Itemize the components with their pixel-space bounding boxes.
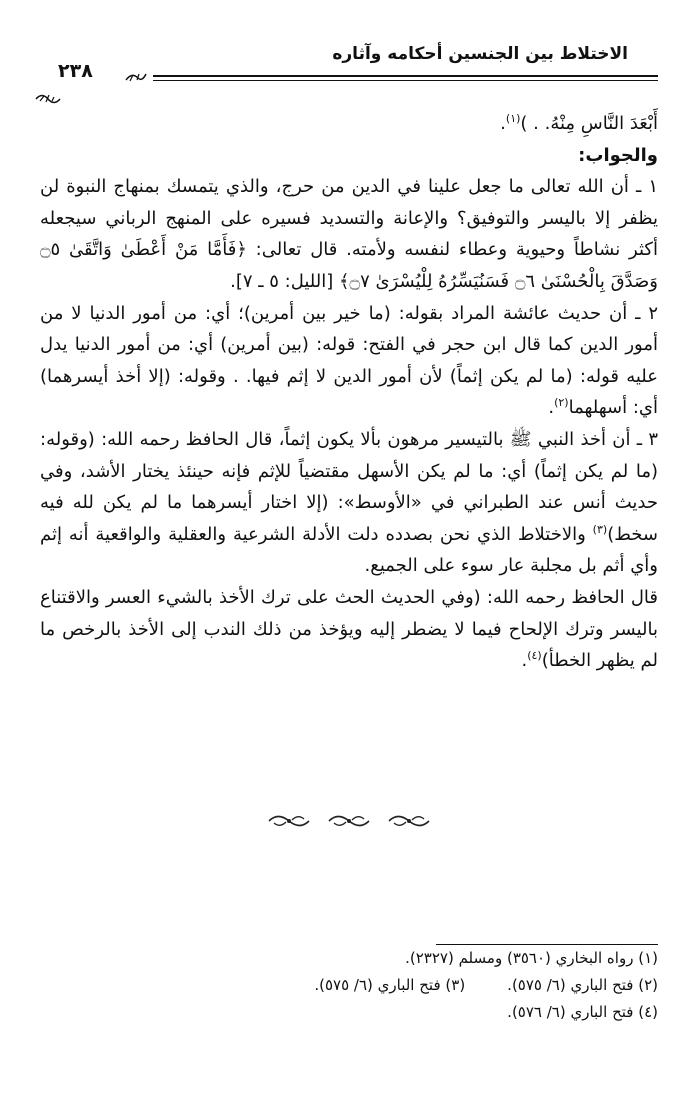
footnote-ref-3: (٣) [592, 522, 608, 536]
point-2-text: ٢ ـ أن حديث عائشة المراد بقوله: (ما خير بين أمرين)؛ أي: من أمور الدنيا لا من أمور الدين كما قال ابن حجر في الفتح: قوله: (بين أمرين) أي: من أمور الدنيا يدل عليه قوله: (ما لم يكن إثماً) لأن أمور الدين لا إثم فيها. . وقوله: (إلا أخذ أيسرهما) أي: أسهلهما [40, 302, 658, 419]
floral-ornament-icon [124, 70, 148, 84]
footnote-2: (٢) فتح الباري (٦/ ٥٧٥). [507, 976, 658, 994]
hafiz-quote-text: قال الحافظ رحمه الله: (وفي الحديث الحث على ترك الأخذ بالشيء العسر والاقتناع باليسر وترك الإلحاح فيما لا يضطر إليه ويؤخذ من ذلك الندب إلى الأخذ بالرخص ما لم يظهر الخطأ) [40, 586, 658, 672]
floral-ornament-icon [34, 92, 62, 106]
footnote-ref-1: (١) [505, 112, 521, 125]
punctuation: . [500, 113, 506, 134]
point-3-text-a: ٣ ـ أن أخذ النبي ﷺ بالتيسير مرهون بألا يكون إثماً، قال الحافظ رحمه الله: (وقوله: (ما لم يكن إثماً) أي: ما لم يكن الأسهل مقتضياً للإثم فإنه حينئذ يختار الأشد، وفي حديث أنس عند الطبراني في «الأوسط»: (إلا اختار أيسرهما ما لم يكن لله فيه سخط) [40, 428, 658, 545]
page-number: ٢٣٨ [58, 60, 93, 82]
answer-heading: والجواب: [578, 144, 658, 166]
footnote-3: (٣) فتح الباري (٦/ ٥٧٥). [314, 976, 466, 994]
paragraph-point-1: ١ ـ أن الله تعالى ما جعل علينا في الدين من حرج، والذي يتمسك بمنهاج النبوة لن يظفر إلا باليسر والتوفيق؟ والإعانة والتسديد فسيره على المنهج الرباني سيجعله أكثر نشاطاً وحيوية وعطاء لنفسه ولأمته. قال تعالى: ﴿فَأَمَّا مَنْ أَعْطَىٰ وَاتَّقَىٰ ۝٥ وَصَدَّقَ بِالْحُسْنَىٰ ۝٦ فَسَنُيَسِّرُهُ لِلْيُسْرَىٰ ۝٧﴾ [الليل: ٥ ـ ٧]. [40, 176, 658, 292]
paragraph-hafiz-quote [40, 582, 658, 677]
running-header [40, 38, 658, 88]
quote-fragment: أَبْعَدَ النَّاسِ مِنْهُ. . ) [520, 113, 658, 134]
footnote-1: (١) رواه البخاري (٣٥٦٠) ومسلم (٢٣٢٧). [405, 949, 658, 967]
footnote-ref-4: (٤) [527, 649, 542, 663]
header-title: الاختلاط بين الجنسين أحكامه وآثاره [332, 44, 628, 64]
main-text [40, 108, 658, 677]
section-separator [40, 810, 658, 840]
point-3-text-b: والاختلاط الذي نحن بصدده دلت الأدلة الشرعية والعقلية والواقعية أنه إثم وأي أثم بل مجلبة عار سوء على الجميع. [40, 523, 658, 577]
punctuation: . [521, 650, 528, 672]
page-number-box [40, 58, 130, 88]
footnote-row [40, 972, 658, 999]
book-page [40, 38, 658, 1078]
paragraph-intro [40, 108, 658, 140]
paragraph-point-2 [40, 298, 658, 424]
decorative-flourish-icon [326, 810, 372, 832]
decorative-flourish-icon [266, 810, 312, 832]
footnotes [40, 944, 658, 1026]
footnote-ref-2: (٢) [554, 396, 569, 410]
header-rule [153, 75, 658, 77]
footnote-4: (٤) فتح الباري (٦/ ٥٧٦). [507, 1003, 658, 1021]
punctuation: . [548, 397, 555, 419]
decorative-flourish-icon [386, 810, 432, 832]
paragraph-point-3 [40, 424, 658, 582]
